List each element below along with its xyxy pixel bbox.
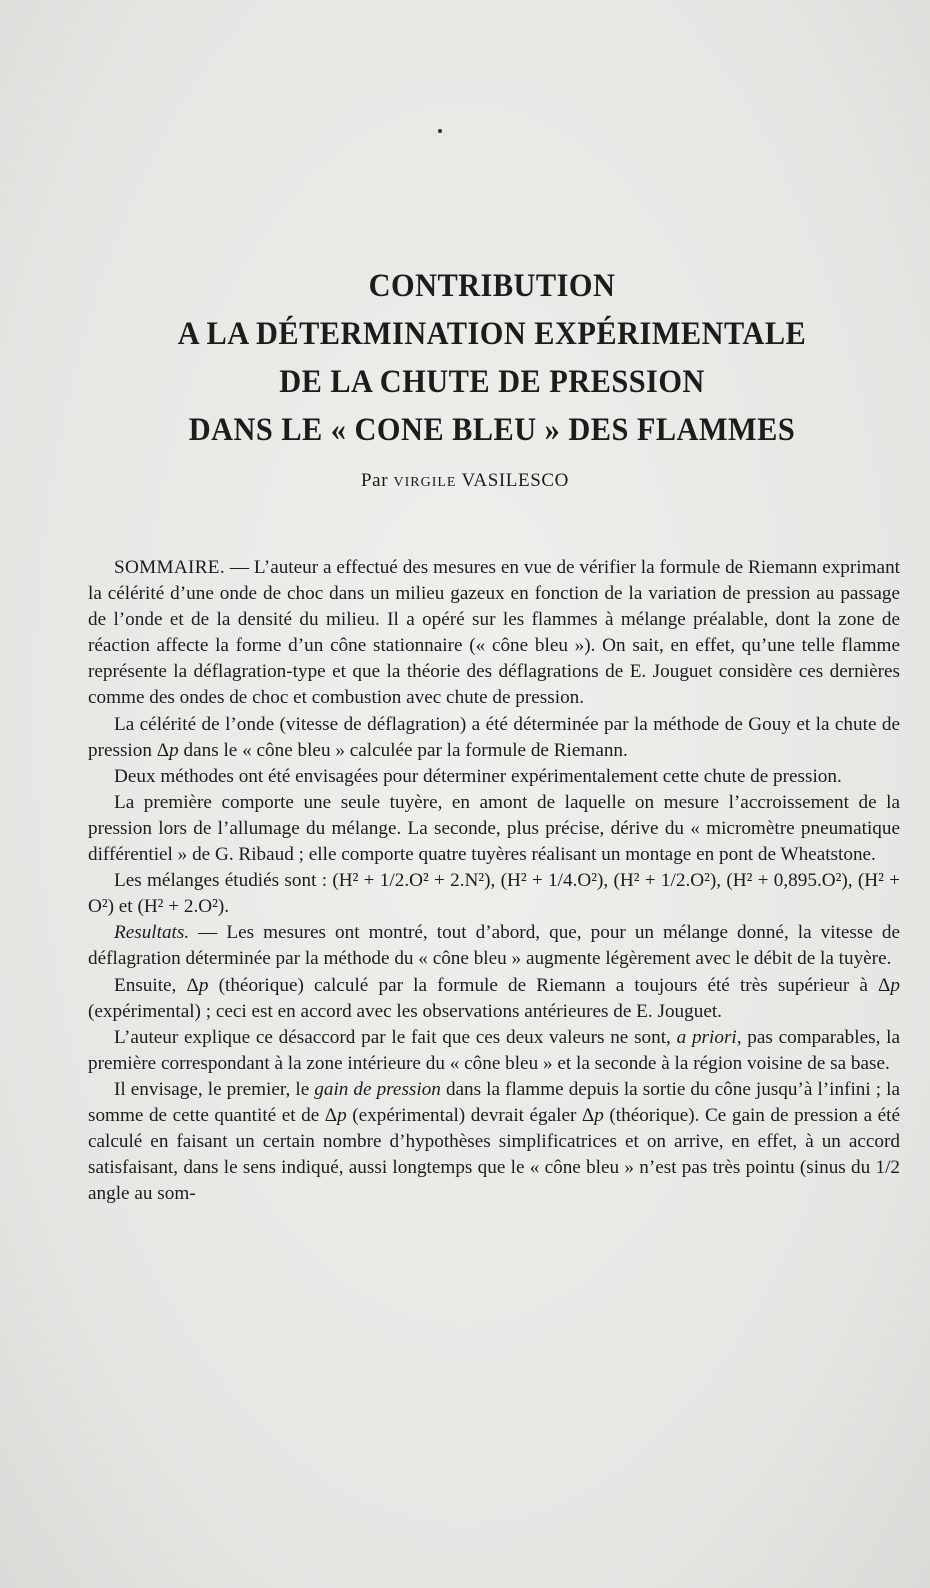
article-title	[150, 262, 834, 454]
paragraph-nozzles: La première comporte une seule tuyère, en amont de laquelle on mesure l’accroissement de la pression lors de l’allumage du mélange. La seconde, plus précise, dérive du « micromètre pneumatique différentiel » de G. Ribaud ; elle comporte quatre tuyères réalisant un montage en pont de Wheatstone.	[88, 791, 900, 866]
title-line-1: CONTRIBUTION	[368, 268, 616, 304]
author-line	[0, 470, 930, 492]
paragraph-theoretical: Ensuite, Δp (théorique) calculé par la formule de Riemann a toujours été très supérieur à Δp (expérimental) ; ceci est en accord avec les observations antérieures de E. Jouguet.	[88, 974, 900, 1022]
author-prefix: Par	[361, 470, 389, 491]
paragraph-methods: Deux méthodes ont été envisagées pour déterminer expérimentalement cette chute de pression.	[114, 765, 842, 787]
title-line-3: DE LA CHUTE DE PRESSION	[279, 364, 705, 400]
paragraph-results: Resultats. — Les mesures ont montré, tout d’abord, que, pour un mélange donné, la vitesse de déflagration déterminée par la méthode du « cône bleu » augmente légèrement avec le débit de la tuyère.	[88, 922, 900, 970]
title-line-2: A LA DÉTERMINATION EXPÉRIMENTALE	[177, 316, 807, 352]
summary-label: SOMMAIRE.	[114, 557, 225, 578]
summary-body	[88, 555, 900, 1207]
paragraph-mixtures: Les mélanges étudiés sont : (H² + 1/2.O² + 2.N²), (H² + 1/4.O²), (H² + 1/2.O²), (H² + 0,895.O²), (H² + O²) et (H² + 2.O²).	[88, 870, 900, 918]
author-first-name: VIRGILE	[393, 475, 457, 490]
results-label: Resultats.	[114, 922, 190, 944]
paragraph-celerity: La célérité de l’onde (vitesse de déflagration) a été déterminée par la méthode de Gouy et la chute de pression Δp dans le « cône bleu » calculée par la formule de Riemann.	[88, 713, 900, 761]
paragraph-pressure-gain: Il envisage, le premier, le gain de pression dans la flamme depuis la sortie du cône jusqu’à l’infini ; la somme de cette quantité et de Δp (expérimental) devrait égaler Δp (théorique). Ce gain de pression a été calculé en faisant un certain nombre d’hypothèses simplificatrices et on arrive, en effet, à un accord satisfaisant, dans le sens indiqué, aussi longtemps que le « cône bleu » n’est pas très pointu (sinus du 1/2 angle au som-	[88, 1078, 901, 1205]
title-line-4: DANS LE « CONE BLEU » DES FLAMMES	[188, 412, 796, 448]
paragraph-explanation: L’auteur explique ce désaccord par le fait que ces deux valeurs ne sont, a priori, pas comparables, la première correspondant à la zone intérieure du « cône bleu » et la seconde à la région voisine de sa base.	[88, 1026, 900, 1074]
ink-speck	[438, 129, 442, 133]
author-last-name: VASILESCO	[461, 470, 569, 491]
paragraph-summary: SOMMAIRE. — L’auteur a effectué des mesures en vue de vérifier la formule de Riemann exprimant la célérité d’une onde de choc dans un milieu gazeux en fonction de la variation de pression au passage de l’onde et de la densité du milieu. Il a opéré sur les flammes à mélange préalable, dont la zone de réaction affecte la forme d’un cône stationnaire (« cône bleu »). On sait, en effet, qu’une telle flamme représente la déflagration-type et que la théorie des déflagrations de E. Jouguet considère ces dernières comme des ondes de choc et combustion avec chute de pression.	[88, 557, 900, 709]
